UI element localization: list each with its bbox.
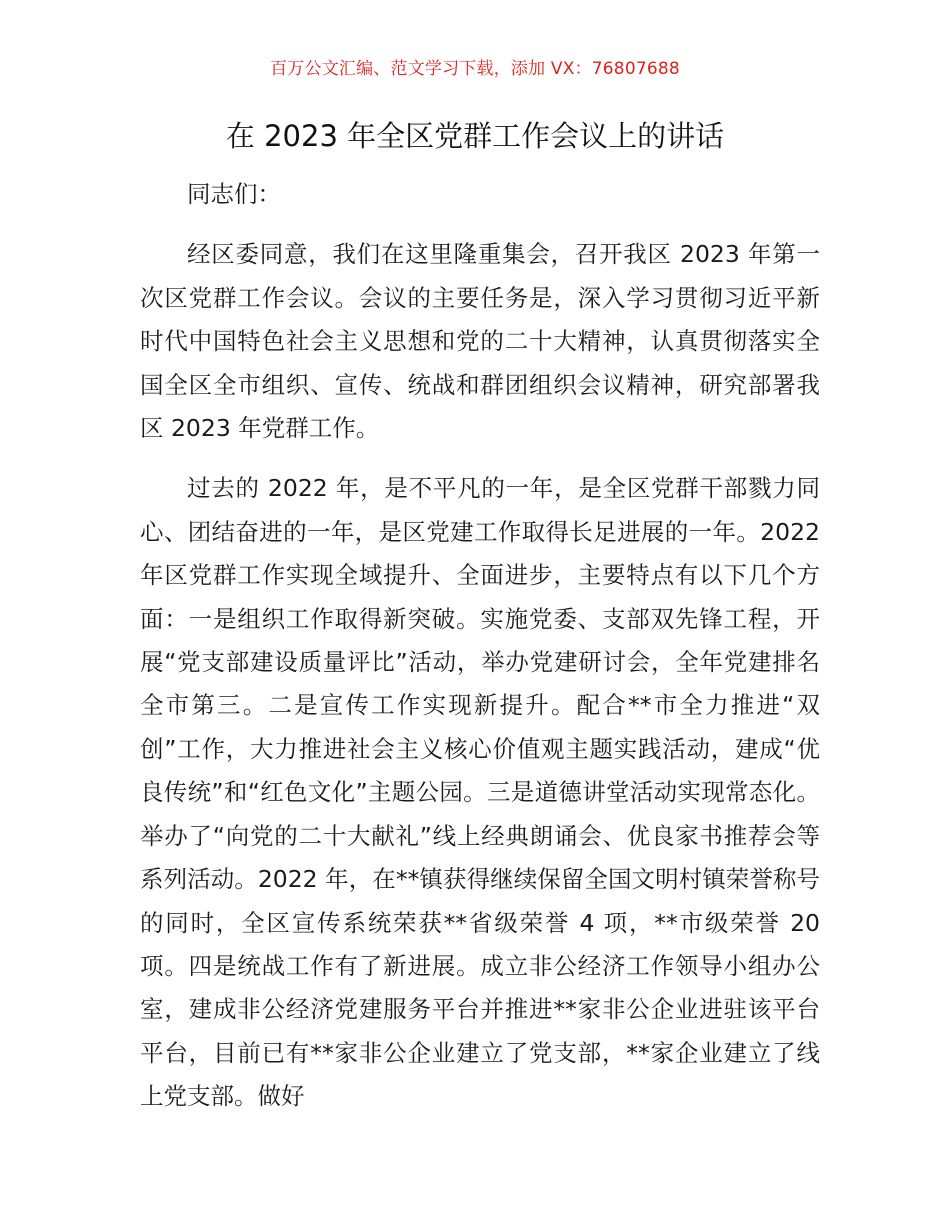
paragraph-2: 过去的 2022 年，是不平凡的一年，是全区党群干部戮力同心、团结奋进的一年，是区党建工作取得长足进展的一年。2022 年区党群工作实现全域提升、全面进步，主要特点有以下几个方面：一是组织工作取得新突破。实施党委、支部双先锋工程，开展“党支部建设质量评比”活动，举办党建研讨会，全年党建排名全市第三。二是宣传工作实现新提升。配合**市全力推进“双创”工作，大力推进社会主义核心价值观主题实践活动，建成“优良传统”和“红色文化”主题公园。三是道德讲堂活动实现常态化。举办了“向党的二十大献礼”线上经典朗诵会、优良家书推荐会等系列活动。2022 年，在**镇获得继续保留全国文明村镇荣誉称号的同时，全区宣传系统荣获**省级荣誉 4 项，**市级荣誉 20 项。四是统战工作有了新进展。成立非公经济工作领导小组办公室，建成非公经济党建服务平台并推进**家非公企业进驻该平台平台，目前已有**家非公企业建立了党支部，**家企业建立了线上党支部。做好 xyxy=(140,474,820,1111)
salutation: 同志们： xyxy=(187,180,281,208)
paragraph-1: 经区委同意，我们在这里隆重集会，召开我区 2023 年第一次区党群工作会议。会议的主要任务是，深入学习贯彻习近平新时代中国特色社会主义思想和党的二十大精神，认真贯彻落实全国全区全市组织、宣传、统战和群团组织会议精神，研究部署我区 2023 年党群工作。 xyxy=(140,240,820,443)
header-banner: 百万公文汇编、范文学习下载，添加 VX：76807688 xyxy=(270,59,680,79)
document-body xyxy=(140,173,820,1136)
document-title: 在 2023 年全区党群工作会议上的讲话 xyxy=(225,119,725,153)
